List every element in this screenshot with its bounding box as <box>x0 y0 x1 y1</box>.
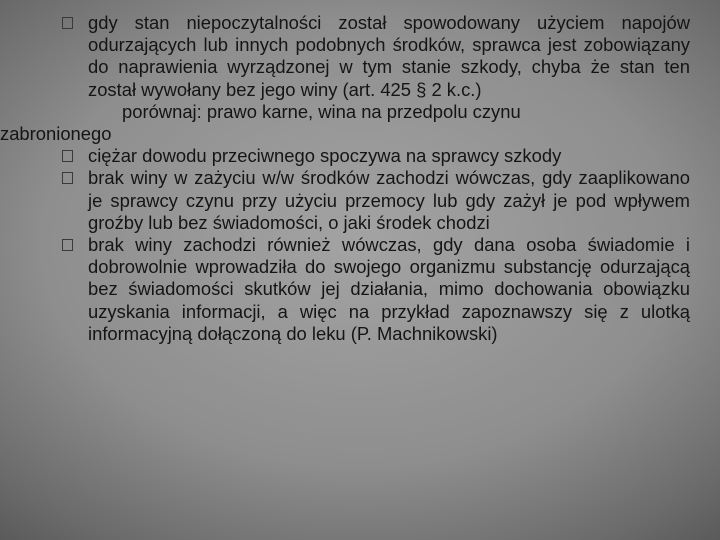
slide-content <box>0 12 690 345</box>
bullet-item <box>60 145 690 167</box>
comparison-paragraph <box>0 101 690 123</box>
bullet-item <box>60 234 690 345</box>
box-bullet-icon <box>62 239 73 251</box>
comparison-paragraph-tail <box>0 123 690 145</box>
comparison-line-1: porównaj: prawo karne, wina na przedpolu czynu <box>122 100 521 122</box>
box-bullet-icon <box>62 150 73 162</box>
box-bullet-icon <box>62 17 73 29</box>
comparison-line-2: zabronionego <box>0 123 112 145</box>
bullet-text: gdy stan niepoczytalności został spowodowany użyciem napojów odurzających lub innych podobnych środków, sprawca jest zobowiązany do naprawienia wyrządzonej w tym stanie szkody, chyba że stan ten został wywołany bez jego winy (art. 425 § 2 k.c.) <box>88 12 690 100</box>
box-bullet-icon <box>62 172 73 184</box>
bullet-text: brak winy w zażyciu w/w środków zachodzi wówczas, gdy zaaplikowano je sprawcy czynu przy użyciu przemocy lub gdy zażył je pod wpływem groźby lub bez świadomości, o jaki środek chodzi <box>88 167 690 233</box>
bullet-text: ciężar dowodu przeciwnego spoczywa na sprawcy szkody <box>88 145 562 167</box>
bullet-item <box>60 12 690 101</box>
bullet-item <box>60 167 690 234</box>
bullet-text: brak winy zachodzi również wówczas, gdy dana osoba świadomie i dobrowolnie wprowadziła do swojego organizmu substancję odurzającą bez świadomości skutków jej działania, mimo dochowania obowiązku uzyskania informacji, a więc na przykład zapoznawszy się z ulotką informacyjną dołączoną do leku (P. Machnikowski) <box>88 234 690 344</box>
